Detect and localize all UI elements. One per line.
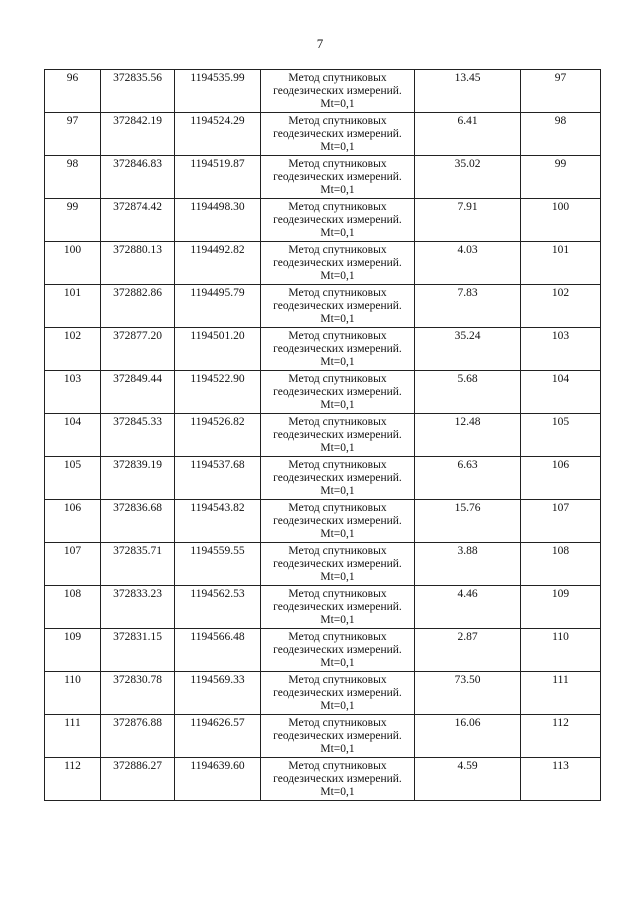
next-point-cell: 100 [521,199,601,242]
next-point-cell: 101 [521,242,601,285]
y-coordinate-cell: 1194535.99 [175,70,261,113]
method-cell [261,328,415,371]
next-point-cell: 108 [521,543,601,586]
method-line: Метод спутниковых [288,459,387,471]
y-coordinate-cell: 1194519.87 [175,156,261,199]
point-number-cell: 98 [45,156,101,199]
method-line: Mt=0,1 [320,270,355,282]
x-coordinate-cell: 372886.27 [101,758,175,801]
method-cell [261,457,415,500]
method-cell [261,242,415,285]
table-row [45,414,601,457]
x-coordinate-cell: 372880.13 [101,242,175,285]
y-coordinate-cell: 1194498.30 [175,199,261,242]
next-point-cell: 98 [521,113,601,156]
x-coordinate-cell: 372836.68 [101,500,175,543]
table-row [45,113,601,156]
x-coordinate-cell: 372845.33 [101,414,175,457]
method-line: геодезических измерений. [273,429,402,441]
method-line: Метод спутниковых [288,631,387,643]
x-coordinate-cell: 372835.56 [101,70,175,113]
method-cell [261,371,415,414]
x-coordinate-cell: 372849.44 [101,371,175,414]
y-coordinate-cell: 1194495.79 [175,285,261,328]
method-line: геодезических измерений. [273,601,402,613]
next-point-cell: 99 [521,156,601,199]
method-cell [261,156,415,199]
method-line: Метод спутниковых [288,588,387,600]
method-line: геодезических измерений. [273,128,402,140]
x-coordinate-cell: 372835.71 [101,543,175,586]
method-line: Метод спутниковых [288,545,387,557]
method-line: геодезических измерений. [273,386,402,398]
method-line: Метод спутниковых [288,201,387,213]
method-line: Mt=0,1 [320,786,355,798]
method-line: Метод спутниковых [288,416,387,428]
y-coordinate-cell: 1194566.48 [175,629,261,672]
distance-cell: 35.02 [415,156,521,199]
method-cell [261,758,415,801]
y-coordinate-cell: 1194524.29 [175,113,261,156]
y-coordinate-cell: 1194522.90 [175,371,261,414]
point-number-cell: 103 [45,371,101,414]
table-row [45,758,601,801]
next-point-cell: 111 [521,672,601,715]
method-line: геодезических измерений. [273,257,402,269]
method-cell [261,70,415,113]
distance-cell: 12.48 [415,414,521,457]
y-coordinate-cell: 1194526.82 [175,414,261,457]
table-row [45,500,601,543]
method-line: Метод спутниковых [288,115,387,127]
method-cell [261,586,415,629]
method-line: Mt=0,1 [320,399,355,411]
method-line: Mt=0,1 [320,485,355,497]
distance-cell: 3.88 [415,543,521,586]
method-line: Mt=0,1 [320,657,355,669]
method-line: Mt=0,1 [320,141,355,153]
method-line: Метод спутниковых [288,674,387,686]
table-row [45,543,601,586]
point-number-cell: 109 [45,629,101,672]
x-coordinate-cell: 372874.42 [101,199,175,242]
x-coordinate-cell: 372831.15 [101,629,175,672]
method-line: геодезических измерений. [273,644,402,656]
distance-cell: 6.63 [415,457,521,500]
method-line: Метод спутниковых [288,502,387,514]
method-line: Метод спутниковых [288,330,387,342]
method-cell [261,543,415,586]
table-row [45,156,601,199]
method-line: Mt=0,1 [320,442,355,454]
x-coordinate-cell: 372842.19 [101,113,175,156]
point-number-cell: 107 [45,543,101,586]
point-number-cell: 111 [45,715,101,758]
next-point-cell: 105 [521,414,601,457]
table-row [45,199,601,242]
method-line: Метод спутниковых [288,760,387,772]
distance-cell: 13.45 [415,70,521,113]
x-coordinate-cell: 372846.83 [101,156,175,199]
method-line: геодезических измерений. [273,472,402,484]
point-number-cell: 105 [45,457,101,500]
method-line: геодезических измерений. [273,515,402,527]
method-line: геодезических измерений. [273,214,402,226]
point-number-cell: 104 [45,414,101,457]
next-point-cell: 104 [521,371,601,414]
method-line: геодезических измерений. [273,300,402,312]
x-coordinate-cell: 372877.20 [101,328,175,371]
point-number-cell: 110 [45,672,101,715]
next-point-cell: 107 [521,500,601,543]
table-row [45,328,601,371]
method-line: Метод спутниковых [288,287,387,299]
table-row [45,715,601,758]
distance-cell: 7.91 [415,199,521,242]
point-number-cell: 99 [45,199,101,242]
method-cell [261,715,415,758]
method-line: геодезических измерений. [273,85,402,97]
distance-cell: 73.50 [415,672,521,715]
y-coordinate-cell: 1194543.82 [175,500,261,543]
method-line: Mt=0,1 [320,743,355,755]
distance-cell: 16.06 [415,715,521,758]
method-cell [261,672,415,715]
table-row [45,70,601,113]
point-number-cell: 112 [45,758,101,801]
point-number-cell: 100 [45,242,101,285]
point-number-cell: 96 [45,70,101,113]
method-line: Метод спутниковых [288,72,387,84]
distance-cell: 5.68 [415,371,521,414]
y-coordinate-cell: 1194559.55 [175,543,261,586]
point-number-cell: 106 [45,500,101,543]
y-coordinate-cell: 1194537.68 [175,457,261,500]
y-coordinate-cell: 1194562.53 [175,586,261,629]
x-coordinate-cell: 372830.78 [101,672,175,715]
table-row [45,672,601,715]
method-line: геодезических измерений. [273,558,402,570]
y-coordinate-cell: 1194501.20 [175,328,261,371]
method-line: Метод спутниковых [288,373,387,385]
next-point-cell: 102 [521,285,601,328]
table-row [45,371,601,414]
coordinates-table-body [45,70,601,801]
y-coordinate-cell: 1194639.60 [175,758,261,801]
table-row [45,285,601,328]
next-point-cell: 103 [521,328,601,371]
method-line: Mt=0,1 [320,184,355,196]
next-point-cell: 109 [521,586,601,629]
y-coordinate-cell: 1194492.82 [175,242,261,285]
method-line: Mt=0,1 [320,313,355,325]
table-row [45,457,601,500]
y-coordinate-cell: 1194626.57 [175,715,261,758]
distance-cell: 4.46 [415,586,521,629]
method-line: геодезических измерений. [273,687,402,699]
method-cell [261,285,415,328]
method-line: Mt=0,1 [320,614,355,626]
distance-cell: 6.41 [415,113,521,156]
next-point-cell: 110 [521,629,601,672]
table-row [45,586,601,629]
table-row [45,242,601,285]
method-line: Mt=0,1 [320,528,355,540]
method-line: геодезических измерений. [273,343,402,355]
x-coordinate-cell: 372833.23 [101,586,175,629]
point-number-cell: 108 [45,586,101,629]
page-number: 7 [316,36,324,51]
next-point-cell: 97 [521,70,601,113]
distance-cell: 4.59 [415,758,521,801]
method-line: Mt=0,1 [320,700,355,712]
distance-cell: 15.76 [415,500,521,543]
method-line: геодезических измерений. [273,730,402,742]
point-number-cell: 101 [45,285,101,328]
table-row [45,629,601,672]
distance-cell: 4.03 [415,242,521,285]
x-coordinate-cell: 372839.19 [101,457,175,500]
method-cell [261,414,415,457]
method-line: Mt=0,1 [320,227,355,239]
distance-cell: 35.24 [415,328,521,371]
method-cell [261,113,415,156]
next-point-cell: 113 [521,758,601,801]
method-line: Метод спутниковых [288,158,387,170]
method-line: Метод спутниковых [288,244,387,256]
method-cell [261,500,415,543]
method-line: Mt=0,1 [320,571,355,583]
method-line: геодезических измерений. [273,171,402,183]
point-number-cell: 97 [45,113,101,156]
method-cell [261,629,415,672]
method-line: Mt=0,1 [320,98,355,110]
y-coordinate-cell: 1194569.33 [175,672,261,715]
next-point-cell: 112 [521,715,601,758]
x-coordinate-cell: 372882.86 [101,285,175,328]
method-line: Mt=0,1 [320,356,355,368]
coordinates-table [44,69,601,801]
method-line: Метод спутниковых [288,717,387,729]
distance-cell: 7.83 [415,285,521,328]
x-coordinate-cell: 372876.88 [101,715,175,758]
next-point-cell: 106 [521,457,601,500]
method-cell [261,199,415,242]
distance-cell: 2.87 [415,629,521,672]
method-line: геодезических измерений. [273,773,402,785]
point-number-cell: 102 [45,328,101,371]
